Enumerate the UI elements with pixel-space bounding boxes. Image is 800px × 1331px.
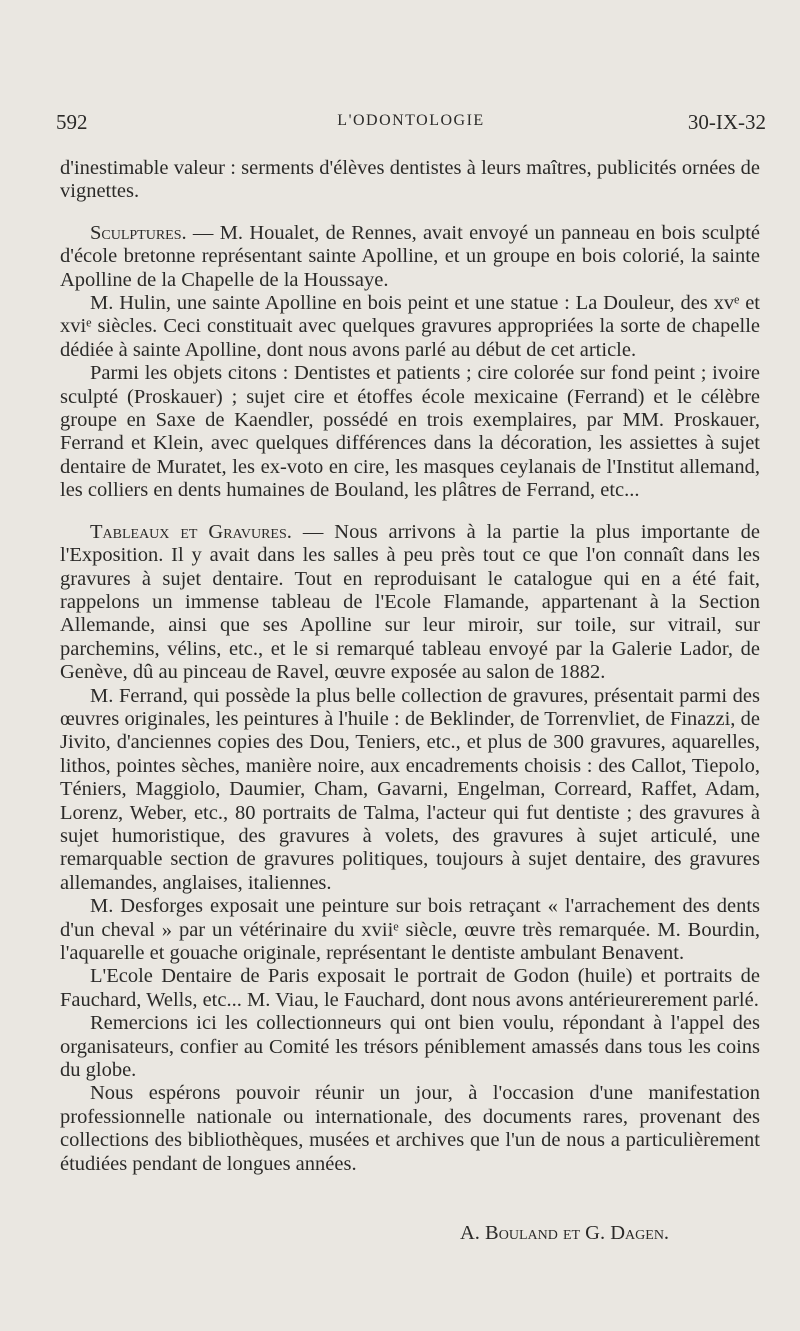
paragraph-1: d'inestimable valeur : serments d'élèves dentistes à leurs maîtres, publicités ornées de vignettes. bbox=[60, 157, 760, 203]
paragraph-3: M. Hulin, une sainte Apolline en bois peint et une statue : La Douleur, des xvᵉ et xviᵉ siècles. Ceci constituait avec quelques gravures appropriées la sorte de chapelle dédiée à sainte Apolline, dont nous avons parlé au début de cet article. bbox=[60, 292, 760, 361]
paragraph-tableaux: Tableaux et Gravures. — Nous arrivons à la partie la plus importante de l'Exposition. Il y avait dans les salles à peu près tout ce que l'on connaît dans les gravures à sujet dentaire. Tout en reproduisant le catalogue qui en a été fait, rappelons un immense tableau de l'Ecole Flamande, appartenant à la Section Allemande, ainsi que ses Apolline sur leur miroir, sur toile, sur vitrail, sur parchemins, vélins, etc., et le si remarqué tableau envoyé par la Galerie Lador, de Genève, dû au pinceau de Ravel, œuvre exposée au salon de 1882. bbox=[60, 520, 760, 684]
paragraph-6: M. Ferrand, qui possède la plus belle collection de gravures, présentait parmi des œuvres originales, les peintures à l'huile : de Beklinder, de Torrenvliet, de Finazzi, de Jivito, d'anciennes copies des Dou, Teniers, etc., et plus de 300 gravures, aquarelles, lithos, pointes sèches, manière noire, aux encadrements choisis : des Callot, Tiepolo, Téniers, Maggiolo, Daumier, Cham, Gavarni, Engelman, Correard, Raffet, Adam, Lorenz, Weber, etc., 80 portraits de Talma, l'acteur qui fut dentiste ; des gravures à sujet humoristique, des gravures à volets, des gravures à sujet articulé, une remarquable section de gravures politiques, toujours à sujet dentaire, des gravures allemandes, anglaises, italiennes. bbox=[60, 684, 760, 894]
paragraph-sculptures: Sculptures. — M. Houalet, de Rennes, avait envoyé un panneau en bois sculpté d'école bretonne représentant sainte Apolline, et un groupe en bois colorié, la sainte Apolline de la Chapelle de la Houssaye. bbox=[60, 221, 760, 291]
article-body bbox=[60, 157, 760, 1176]
running-header bbox=[56, 110, 766, 138]
paragraph-9: Remercions ici les collectionneurs qui ont bien voulu, répondant à l'appel des organisateurs, confier au Comité les trésors péniblement amassés dans tous les coins du globe. bbox=[60, 1012, 760, 1082]
paragraph-7: M. Desforges exposait une peinture sur bois retraçant « l'arrachement des dents d'un cheval » par un vétérinaire du xviiᵉ siècle, œuvre très remarquée. M. Bourdin, l'aquarelle et gouache originale, représentant le dentiste ambulant Benavent. bbox=[60, 895, 760, 964]
paragraph-4: Parmi les objets citons : Dentistes et patients ; cire colorée sur fond peint ; ivoire sculpté (Proskauer) ; sujet cire et étoffes école mexicaine (Ferrand) et le célèbre groupe en Saxe de Kaendler, possédé en trois exemplaires, par MM. Proskauer, Ferrand et Klein, avec quelques différences dans la décoration, les assiettes à sujet dentaire de Muratet, les ex-voto en cire, les masques ceylanais de l'Institut allemand, les colliers en dents humaines de Bouland, les plâtres de Ferrand, etc... bbox=[60, 362, 760, 502]
paragraph-8: L'Ecole Dentaire de Paris exposait le portrait de Godon (huile) et portraits de Fauchard, Wells, etc... M. Viau, le Fauchard, dont nous avons antérieurerement parlé. bbox=[60, 965, 760, 1011]
section-heading-tableaux: Tableaux et Gravures. bbox=[90, 520, 292, 543]
journal-title: L'ODONTOLOGIE bbox=[337, 112, 485, 129]
paragraph-10: Nous espérons pouvoir réunir un jour, à l'occasion d'une manifestation professionnelle nationale ou internationale, des documents rares, provenant des collections des bibliothèques, musées et archives que l'un de nous a particulièrement étudiées pendant de longues années. bbox=[60, 1082, 760, 1175]
issue-date: 30-IX-32 bbox=[687, 110, 766, 134]
section-heading-sculptures: Sculptures. bbox=[90, 221, 187, 244]
page-number: 592 bbox=[56, 110, 88, 134]
author-signature: A. Bouland et G. Dagen. bbox=[460, 1222, 670, 1244]
